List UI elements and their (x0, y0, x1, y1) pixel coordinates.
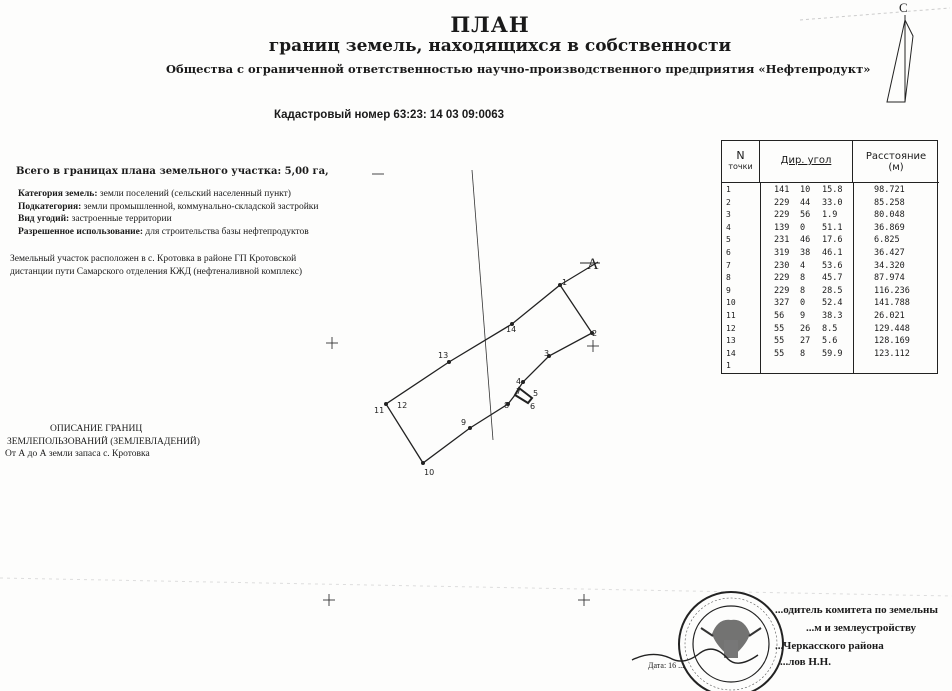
table-row (722, 349, 939, 362)
distance-value: 36.869 (874, 222, 905, 233)
organization-name: Общества с ограниченной ответственностью научно-производственного предприятия «Нефтепродукт» (166, 62, 871, 76)
distance-value: 36.427 (874, 248, 905, 258)
angle-minutes: 8 (800, 348, 806, 359)
header-distance-label: Расстояние (865, 151, 927, 162)
scan-edge (0, 578, 952, 596)
angle-degrees: 55 (774, 323, 785, 334)
north-arrow (887, 0, 913, 102)
angle-seconds: 1.9 (822, 210, 838, 221)
angle-minutes: 10 (800, 185, 811, 195)
signature-name: ...лов Н.Н. (780, 656, 831, 668)
total-area: Всего в границах плана земельного участка: 5,00 га, (16, 166, 329, 177)
point-number: 8 (726, 273, 731, 283)
table-row (722, 235, 939, 248)
table-row (722, 261, 939, 274)
angle-minutes: 27 (800, 336, 811, 347)
angle-seconds: 5.6 (822, 336, 838, 347)
point-number: 2 (726, 197, 731, 207)
table-row (722, 298, 939, 311)
distance-value: 6.825 (874, 235, 900, 246)
angle-degrees: 229 (774, 273, 790, 284)
page-title: ПЛАН (450, 12, 530, 37)
angle-degrees: 56 (774, 311, 785, 321)
table-row (722, 210, 939, 223)
table-row (722, 198, 939, 211)
point-number: 1 (726, 361, 731, 371)
angle-seconds: 38.3 (822, 311, 843, 321)
table-row (722, 273, 939, 286)
point-label-5: 5 (533, 389, 539, 398)
header-angle-label: Дир. угол (780, 155, 832, 166)
point-label-13: 13 (438, 351, 449, 360)
angle-seconds: 33.0 (822, 197, 843, 208)
location-line-2: дистанции пути Самарского отделения КЖД (нефтеналивной комплекс) (10, 267, 303, 277)
angle-degrees: 141 (774, 185, 790, 195)
angle-minutes: 0 (800, 222, 806, 233)
point-number: 3 (726, 210, 731, 220)
angle-seconds: 17.6 (822, 235, 843, 246)
angle-seconds: 52.4 (822, 298, 843, 309)
point-label-9: 9 (461, 418, 467, 427)
subcategory-label: Подкатегория: (18, 202, 82, 212)
north-label: С (899, 0, 908, 15)
distance-value: 85.258 (874, 197, 905, 208)
point-label-4: 4 (516, 377, 522, 386)
point-label-10: 10 (424, 468, 435, 477)
point-number: 7 (726, 260, 731, 270)
land-type-label: Вид угодий: (18, 214, 70, 224)
location-line-1: Земельный участок расположен в с. Кротовка в районе ГП Кротовской (10, 254, 297, 264)
scan-edge (800, 8, 950, 20)
angle-degrees: 55 (774, 336, 785, 347)
distance-value: 116.236 (874, 285, 910, 296)
angle-seconds: 8.5 (822, 323, 838, 334)
point-label-1: 1 (562, 278, 568, 287)
permitted-use-value: для строительства базы нефтепродуктов (145, 227, 309, 237)
point-label-8: 8 (504, 401, 510, 410)
distance-value: 26.021 (874, 311, 905, 321)
table-header-angle (760, 141, 853, 183)
point-label-2: 2 (592, 329, 598, 338)
grid-crosses (323, 174, 599, 606)
subcategory-value: земли промышленной, коммунально-складской застройки (83, 202, 319, 212)
table-row (722, 286, 939, 299)
table-header-n (722, 141, 760, 183)
point-number: 1 (726, 185, 731, 194)
signature-title-line-3: ...Черкасского района (775, 640, 884, 652)
point-label-3: 3 (544, 349, 550, 358)
point-label-14: 14 (506, 325, 517, 334)
distance-value: 34.320 (874, 260, 905, 271)
boundary-description-text: От А до А земли запаса с. Кротовка (5, 449, 150, 459)
point-number: 12 (726, 323, 736, 333)
distance-value: 80.048 (874, 210, 905, 221)
table-row (722, 324, 939, 337)
point-label-6: 6 (530, 402, 536, 411)
angle-seconds: 15.8 (822, 185, 843, 195)
point-number: 14 (726, 348, 736, 358)
angle-seconds: 51.1 (822, 222, 843, 233)
angle-seconds: 53.6 (822, 260, 843, 271)
angle-degrees: 319 (774, 248, 790, 258)
angle-degrees: 231 (774, 235, 790, 246)
angle-minutes: 9 (800, 311, 806, 321)
angle-minutes: 44 (800, 197, 811, 208)
point-label-11: 11 (374, 406, 385, 415)
table-row (722, 223, 939, 236)
signature-date: Дата: 16 ... (648, 661, 685, 670)
official-seal (679, 592, 783, 691)
angle-minutes: 38 (800, 248, 811, 258)
point-number: 11 (726, 311, 736, 320)
distance-value: 123.112 (874, 348, 910, 359)
table-row (722, 311, 939, 324)
angle-degrees: 229 (774, 285, 790, 296)
point-number: 4 (726, 222, 731, 232)
page-subtitle: границ земель, находящихся в собственности (268, 36, 732, 56)
angle-seconds: 45.7 (822, 273, 843, 284)
distance-value: 141.788 (874, 298, 910, 309)
table-row (722, 248, 939, 261)
distance-value: 98.721 (874, 185, 905, 195)
angle-degrees: 230 (774, 260, 790, 271)
start-point-label: А (587, 256, 599, 273)
boundary-description-subtitle: ЗЕМЛЕПОЛЬЗОВАНИЙ (ЗЕМЛЕВЛАДЕНИЙ) (7, 437, 200, 447)
angle-degrees: 55 (774, 348, 785, 359)
angle-minutes: 26 (800, 323, 811, 334)
vertex-points (384, 283, 594, 465)
point-number: 9 (726, 285, 731, 295)
signature-title-line-1: ...одитель комитета по земельны (775, 604, 938, 616)
boundary-description-title: ОПИСАНИЕ ГРАНИЦ (50, 424, 143, 434)
distance-value: 129.448 (874, 323, 910, 334)
angle-degrees: 229 (774, 197, 790, 208)
table-row (722, 185, 939, 198)
angle-minutes: 0 (800, 298, 806, 309)
cadastral-number: Кадастровый номер 63:23: 14 03 09:0063 (274, 109, 505, 121)
angle-seconds: 46.1 (822, 248, 843, 258)
distance-value: 128.169 (874, 336, 910, 347)
category-label: Категория земель: (18, 189, 98, 199)
distance-value: 87.974 (874, 273, 905, 284)
angle-seconds: 28.5 (822, 285, 843, 296)
angle-minutes: 4 (800, 260, 806, 271)
angle-degrees: 327 (774, 298, 790, 309)
header-distance-sub: (м) (888, 162, 904, 173)
angle-minutes: 8 (800, 273, 806, 284)
table-row (722, 336, 939, 349)
angle-minutes: 8 (800, 285, 806, 296)
land-type-value: застроенные территории (71, 214, 172, 224)
header-n-label: N (736, 149, 745, 162)
table-header-distance (853, 141, 939, 183)
angle-minutes: 46 (800, 235, 811, 246)
table-row-last (722, 361, 939, 374)
permitted-use-label: Разрешенное использование: (18, 227, 144, 237)
parcel-boundary (386, 285, 592, 463)
point-number: 10 (726, 298, 736, 308)
point-number: 13 (726, 336, 736, 346)
point-number: 5 (726, 235, 731, 245)
point-number: 6 (726, 248, 731, 257)
angle-degrees: 229 (774, 210, 790, 221)
header-n-sub: точки (728, 162, 753, 171)
angle-seconds: 59.9 (822, 348, 843, 359)
angle-degrees: 139 (774, 222, 790, 233)
grid-axis (472, 170, 493, 440)
category-value: земли поселений (сельский населенный пункт) (99, 189, 291, 199)
point-label-7: 7 (516, 387, 522, 396)
point-label-12: 12 (397, 401, 408, 410)
coordinate-table (721, 140, 938, 374)
signature-title-line-2: ...м и землеустройству (806, 622, 917, 634)
angle-minutes: 56 (800, 210, 811, 221)
